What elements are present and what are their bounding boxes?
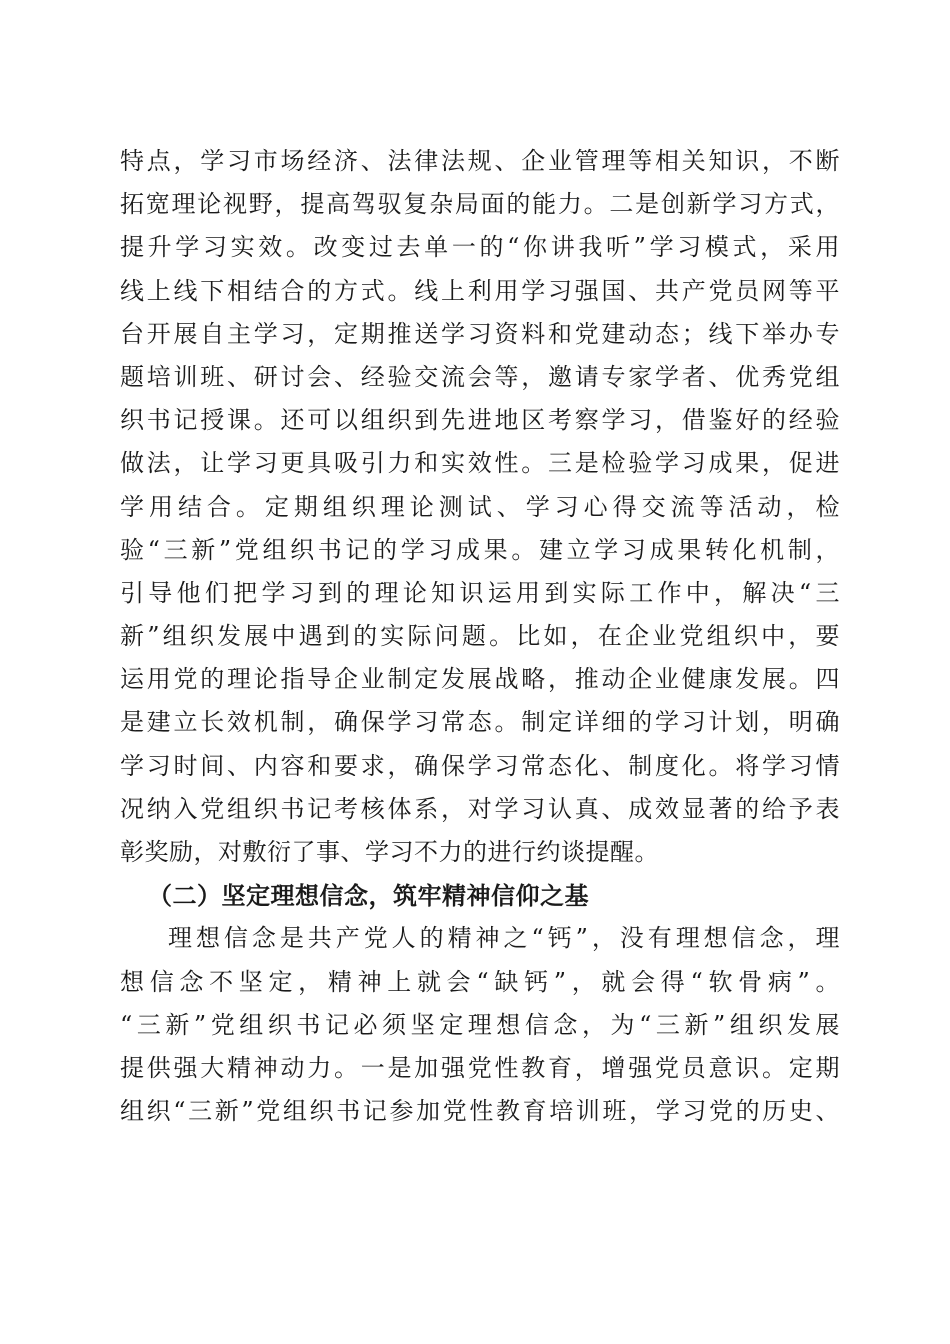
body-text-line: 组织“三新”党组织书记参加党性教育培训班，学习党的历史、	[120, 1097, 840, 1126]
body-text-line: 理想信念是共产党人的精神之“钙”，没有理想信念，理	[168, 924, 840, 953]
body-text-line: 想信念不坚定，精神上就会“缺钙”，就会得“软骨病”。	[120, 967, 840, 996]
body-text-line: 提升学习实效。改变过去单一的“你讲我听”学习模式，采用	[120, 233, 840, 262]
body-text-line: 是建立长效机制，确保学习常态。制定详细的学习计划，明确	[120, 708, 840, 737]
body-text-line: 特点，学习市场经济、法律法规、企业管理等相关知识，不断	[120, 147, 840, 175]
body-text-line: 提供强大精神动力。一是加强党性教育，增强党员意识。定期	[120, 1053, 840, 1082]
body-text-line: 做法，让学习更具吸引力和实效性。三是检验学习成果，促进	[120, 449, 840, 478]
body-text-line: 织书记授课。还可以组织到先进地区考察学习，借鉴好的经验	[120, 406, 840, 435]
body-text-line: 线上线下相结合的方式。线上利用学习强国、共产党员网等平	[120, 276, 840, 305]
body-text-line: 题培训班、研讨会、经验交流会等，邀请专家学者、优秀党组	[120, 362, 840, 391]
section-heading: （二）坚定理想信念，筑牢精神信仰之基	[148, 881, 589, 911]
body-text-line: 拓宽理论视野，提高驾驭复杂局面的能力。二是创新学习方式，	[120, 190, 840, 219]
body-text-line: 学习时间、内容和要求，确保学习常态化、制度化。将学习情	[120, 751, 840, 780]
body-text-line: 台开展自主学习，定期推送学习资料和党建动态；线下举办专	[120, 319, 840, 348]
body-text-line: 彰奖励，对敷衍了事、学习不力的进行约谈提醒。	[120, 838, 659, 866]
body-text-line: 新”组织发展中遇到的实际问题。比如，在企业党组织中，要	[120, 622, 840, 651]
body-text-line: “三新”党组织书记必须坚定理想信念，为“三新”组织发展	[120, 1010, 840, 1039]
body-text-line: 学用结合。定期组织理论测试、学习心得交流等活动，检	[120, 492, 840, 521]
body-text-line: 引导他们把学习到的理论知识运用到实际工作中，解决“三	[120, 578, 840, 607]
body-text-line: 运用党的理论指导企业制定发展战略，推动企业健康发展。四	[120, 665, 840, 694]
document-body	[120, 140, 840, 1133]
body-text-line: 验“三新”党组织书记的学习成果。建立学习成果转化机制，	[120, 535, 840, 564]
body-text-line: 况纳入党组织书记考核体系，对学习认真、成效显著的给予表	[120, 794, 840, 823]
